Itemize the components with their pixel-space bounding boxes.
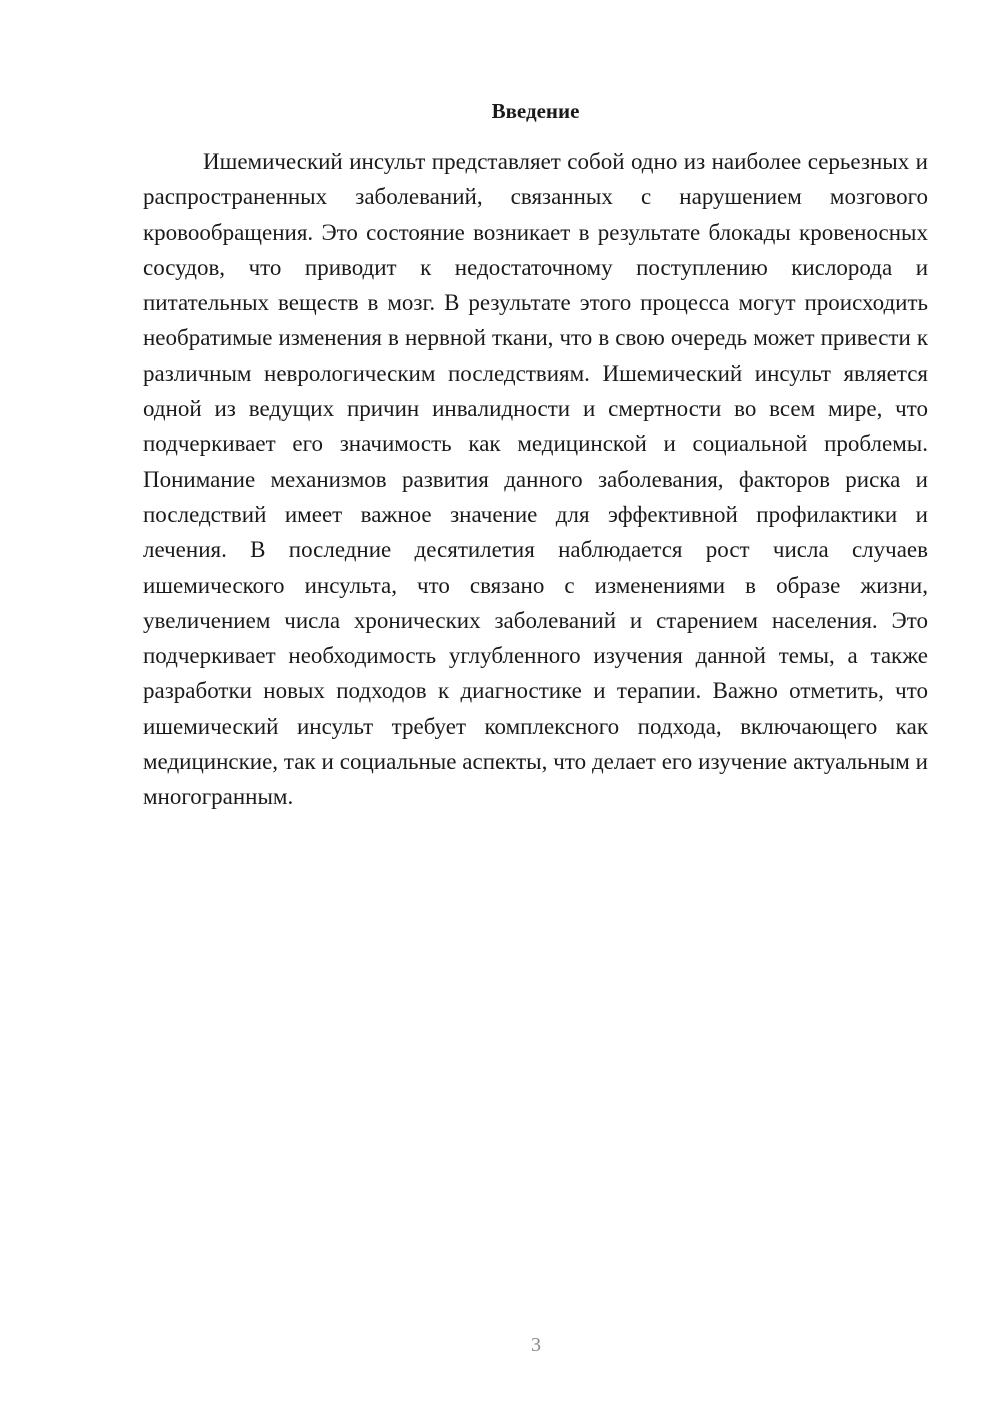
section-heading: Введение [491, 99, 580, 123]
body-paragraph: Ишемический инсульт представляет собой одно из наиболее серьезных и распространенных заболеваний, связанных с нарушением мозгового кровообращения. Это состояние возникает в результате блокады кровеносных сосудов, что приводит к недостаточному поступлению кислорода и питательных веществ в мозг. В результате этого процесса могут происходить необратимые изменения в нервной ткани, что в свою очередь может привести к различным неврологическим последствиям. Ишемический инсульт является одной из ведущих причин инвалидности и смертности во всем мире, что подчеркивает его значимость как медицинской и социальной проблемы. Понимание механизмов развития данного заболевания, факторов риска и последствий имеет важное значение для эффективной профилактики и лечения. В последние десятилетия наблюдается рост числа случаев ишемического инсульта, что связано с изменениями в образе жизни, увеличением числа хронических заболеваний и старением населения. Это подчеркивает необходимость углубленного изучения данной темы, а также разработки новых подходов к диагностике и терапии. Важно отметить, что ишемический инсульт требует комплексного подхода, включающего как медицинские, так и социальные аспекты, что делает его изучение актуальным и многогранным. [143, 149, 928, 810]
page-number: 3 [531, 1334, 541, 1356]
